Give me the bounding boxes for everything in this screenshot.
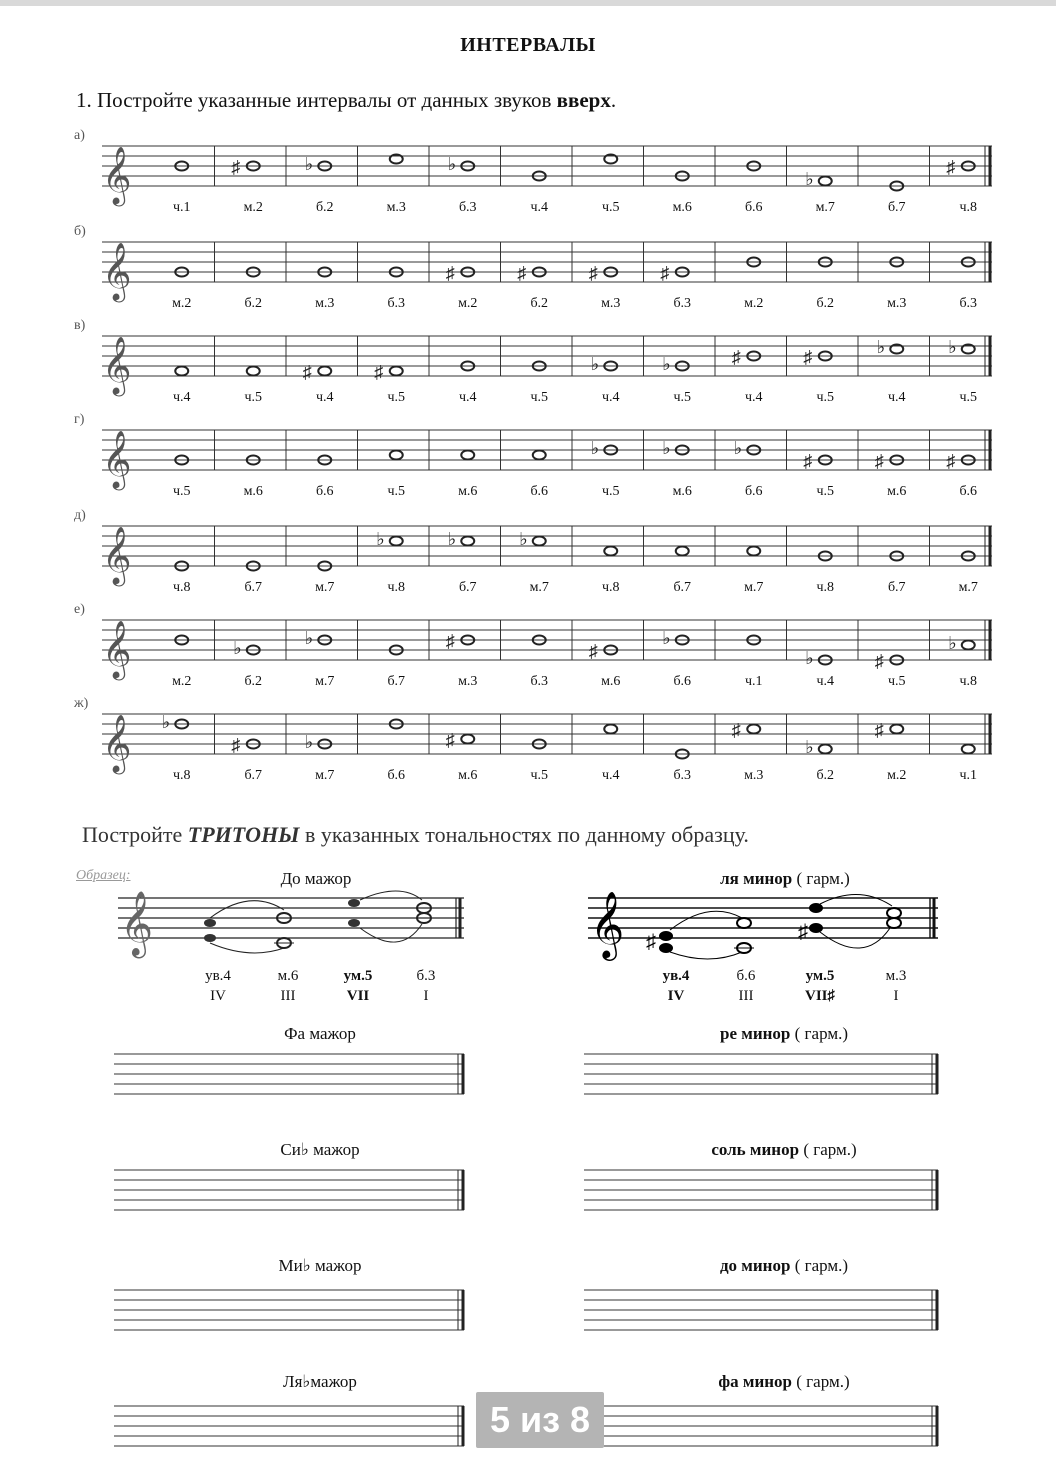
row-label: в) (74, 318, 86, 333)
interval-label: м.3 (601, 296, 621, 311)
note-head (461, 537, 474, 546)
interval-label: ч.4 (530, 200, 549, 215)
note-head (533, 537, 546, 546)
sharp-icon: ♯ (231, 157, 241, 177)
note-head (747, 547, 760, 556)
interval-label: ч.8 (959, 200, 978, 215)
sharp-icon: ♯ (588, 263, 598, 283)
interval-label: м.6 (458, 484, 478, 499)
note-head (604, 725, 617, 734)
interval-label: м.6 (672, 484, 692, 499)
example-degree-label: III (738, 988, 754, 1004)
empty-staff[interactable] (114, 1288, 468, 1338)
interval-label: м.6 (243, 484, 263, 499)
interval-label: м.7 (315, 580, 335, 595)
interval-label: ч.4 (887, 390, 906, 405)
interval-label: б.3 (673, 768, 692, 783)
interval-label: ч.5 (387, 484, 406, 499)
interval-label: ч.4 (172, 390, 191, 405)
interval-label: б.7 (387, 674, 406, 689)
flat-icon: ♭ (447, 154, 457, 174)
empty-staff[interactable] (584, 1404, 942, 1454)
interval-label: б.7 (887, 200, 906, 215)
example-degree-label: IV (210, 988, 226, 1004)
sharp-icon: ♯ (874, 720, 884, 740)
note-head (247, 367, 260, 376)
treble-clef-icon: 𝄞 (102, 242, 132, 300)
interval-label: ч.5 (959, 390, 978, 405)
note-head (676, 547, 689, 556)
flat-icon: ♭ (304, 154, 314, 174)
treble-clef-icon: 𝄞 (590, 890, 625, 958)
empty-staff[interactable] (584, 1288, 942, 1338)
interval-label: ч.5 (673, 390, 692, 405)
interval-label: м.2 (887, 768, 907, 783)
interval-label: ч.5 (601, 200, 620, 215)
interval-label: ч.5 (816, 484, 835, 499)
interval-label: ч.4 (816, 674, 835, 689)
flat-icon: ♭ (876, 337, 886, 357)
treble-clef-icon: 𝄞 (102, 620, 132, 678)
interval-label: б.2 (816, 296, 835, 311)
note-head (461, 735, 474, 744)
note-head (604, 547, 617, 556)
interval-label: б.6 (744, 484, 763, 499)
key-title-right: фа минор ( гарм.) (718, 1372, 850, 1391)
key-title-right: ре минор ( гарм.) (720, 1024, 848, 1043)
flat-icon: ♭ (805, 737, 814, 757)
interval-label: ч.4 (744, 390, 763, 405)
interval-label: б.6 (387, 768, 406, 783)
flat-icon: ♭ (590, 438, 600, 458)
interval-label: ч.4 (458, 390, 477, 405)
sharp-icon: ♯ (946, 157, 956, 177)
interval-label: м.3 (315, 296, 335, 311)
flat-icon: ♭ (805, 648, 814, 668)
flat-icon: ♭ (948, 633, 957, 653)
treble-clef-icon: 𝄞 (102, 336, 132, 394)
interval-label: б.6 (673, 674, 692, 689)
flat-icon: ♭ (948, 337, 957, 357)
interval-label: м.2 (172, 296, 192, 311)
interval-label: м.6 (887, 484, 907, 499)
example-interval-label: м.6 (277, 968, 299, 984)
note-head (390, 367, 403, 376)
interval-label: ч.4 (601, 768, 620, 783)
example-interval-label: ум.5 (343, 968, 373, 984)
sharp-icon: ♯ (803, 347, 813, 367)
row-label: д) (74, 508, 86, 523)
interval-label: ч.5 (887, 674, 906, 689)
treble-clef-icon: 𝄞 (120, 891, 154, 956)
key-title-left: Ля♭мажор (283, 1372, 357, 1391)
example-minor-staff (584, 888, 944, 968)
treble-clef-icon: 𝄞 (102, 714, 132, 772)
treble-clef-icon: 𝄞 (102, 146, 132, 204)
interval-label: б.3 (387, 296, 406, 311)
row-label: г) (74, 412, 85, 427)
sharp-icon: ♯ (874, 451, 884, 471)
flat-icon: ♭ (304, 732, 314, 752)
key-title-left: Фа мажор (284, 1024, 356, 1043)
sharp-icon: ♯ (731, 720, 741, 740)
interval-label: ч.8 (172, 768, 191, 783)
sharp-icon: ♯ (445, 263, 455, 283)
flat-icon: ♭ (662, 354, 671, 374)
sharp-icon: ♯ (445, 730, 455, 750)
note-head (962, 745, 975, 754)
example-degree-label: I (893, 988, 899, 1004)
key-title-left: Си♭ мажор (280, 1140, 360, 1159)
interval-label: ч.8 (816, 580, 835, 595)
example-interval-label: ум.5 (805, 968, 835, 984)
interval-label: м.7 (958, 580, 978, 595)
note-head (318, 367, 331, 376)
empty-staff[interactable] (584, 1168, 942, 1218)
sharp-icon: ♯ (231, 735, 241, 755)
interval-label: б.6 (315, 484, 334, 499)
interval-label: ч.5 (816, 390, 835, 405)
interval-label: м.6 (601, 674, 621, 689)
example-degree-label: III (280, 988, 296, 1004)
example-degree-label: IV (667, 988, 685, 1004)
interval-label: ч.5 (387, 390, 406, 405)
note-head (819, 177, 832, 186)
interval-label: м.7 (315, 674, 335, 689)
flat-icon: ♭ (304, 628, 314, 648)
interval-label: ч.4 (601, 390, 620, 405)
interval-label: ч.5 (244, 390, 263, 405)
interval-label: б.3 (458, 200, 477, 215)
interval-label: ч.8 (959, 674, 978, 689)
note-head (390, 537, 403, 546)
treble-clef-icon: 𝄞 (102, 430, 132, 488)
note-head (747, 725, 760, 734)
sharp-icon: ♯ (517, 263, 527, 283)
sharp-icon: ♯ (302, 362, 312, 382)
example-major-staff (110, 888, 470, 968)
flat-icon: ♭ (662, 438, 671, 458)
interval-label: б.6 (959, 484, 978, 499)
example-degree-label: VII♯ (804, 988, 835, 1004)
example-interval-label: ув.4 (662, 968, 690, 984)
treble-clef-icon: 𝄞 (102, 526, 132, 584)
interval-label: б.7 (244, 580, 263, 595)
interval-label: б.2 (816, 768, 835, 783)
flat-icon: ♭ (233, 638, 242, 658)
interval-label: ч.5 (530, 768, 549, 783)
row-label: б) (74, 224, 86, 239)
interval-label: б.2 (315, 200, 334, 215)
interval-label: ч.4 (315, 390, 334, 405)
key-title-left: Ми♭ мажор (278, 1256, 362, 1275)
example-degree-label: VII (346, 988, 370, 1004)
task-1-heading: 1. Постройте указанные интервалы от данных звуков вверх. (76, 88, 617, 112)
sharp-icon: ♯ (445, 631, 455, 651)
sharp-icon: ♯ (660, 263, 670, 283)
flat-icon: ♭ (376, 529, 385, 549)
row-label: е) (74, 602, 85, 617)
interval-label: б.2 (244, 674, 263, 689)
example-label: Образец: (76, 868, 131, 883)
interval-label: м.7 (815, 200, 835, 215)
interval-label: ч.8 (601, 580, 620, 595)
note-head (175, 367, 188, 376)
interval-label: м.3 (744, 768, 764, 783)
interval-label: б.2 (530, 296, 549, 311)
task-2-heading: Постройте ТРИТОНЫ в указанных тональностях по данному образцу. (82, 822, 749, 847)
interval-label: б.6 (530, 484, 549, 499)
svg-text:♯: ♯ (798, 921, 808, 943)
interval-label: м.2 (744, 296, 764, 311)
interval-label: б.2 (244, 296, 263, 311)
sharp-icon: ♯ (588, 641, 598, 661)
interval-label: м.3 (458, 674, 478, 689)
note-head (533, 451, 546, 460)
interval-label: б.7 (673, 580, 692, 595)
example-degree-label: I (423, 988, 429, 1004)
empty-staff[interactable] (114, 1404, 468, 1454)
interval-label: м.3 (386, 200, 406, 215)
interval-label: м.2 (243, 200, 263, 215)
interval-label: б.3 (530, 674, 549, 689)
flat-icon: ♭ (662, 628, 671, 648)
flat-icon: ♭ (519, 529, 528, 549)
interval-label: ч.1 (172, 200, 191, 215)
svg-text:♯: ♯ (646, 931, 656, 953)
page-indicator: 5 из 8 (476, 1392, 604, 1448)
interval-label: м.7 (315, 768, 335, 783)
example-minor-title: ля минор ( гарм.) (720, 869, 850, 888)
flat-icon: ♭ (590, 354, 600, 374)
note-head (890, 725, 903, 734)
flat-icon: ♭ (161, 712, 171, 732)
sharp-icon: ♯ (374, 362, 384, 382)
interval-label: м.7 (744, 580, 764, 595)
row-label: а) (74, 128, 85, 143)
flat-icon: ♭ (805, 169, 814, 189)
example-interval-label: б.3 (416, 968, 436, 984)
interval-label: б.7 (244, 768, 263, 783)
row-label: ж) (74, 696, 89, 711)
example-interval-label: м.3 (885, 968, 907, 984)
note-head (819, 745, 832, 754)
flat-icon: ♭ (733, 438, 743, 458)
note-head (962, 641, 975, 650)
example-major-title: До мажор (280, 869, 352, 888)
empty-staff[interactable] (114, 1052, 468, 1102)
interval-label: м.2 (458, 296, 478, 311)
flat-icon: ♭ (447, 529, 457, 549)
example-interval-label: б.6 (736, 968, 756, 984)
viewer-top-bar (0, 0, 1056, 6)
sharp-icon: ♯ (946, 451, 956, 471)
interval-label: ч.5 (172, 484, 191, 499)
interval-label: б.6 (744, 200, 763, 215)
interval-label: б.7 (887, 580, 906, 595)
interval-label: ч.5 (530, 390, 549, 405)
note-head (461, 451, 474, 460)
interval-label: ч.1 (959, 768, 978, 783)
empty-staff[interactable] (114, 1168, 468, 1218)
interval-label: б.3 (673, 296, 692, 311)
empty-staff[interactable] (584, 1052, 942, 1102)
interval-label: б.3 (959, 296, 978, 311)
interval-label: м.3 (887, 296, 907, 311)
example-interval-label: ув.4 (205, 968, 231, 984)
interval-label: м.7 (529, 580, 549, 595)
key-title-right: соль минор ( гарм.) (711, 1140, 857, 1159)
sharp-icon: ♯ (874, 651, 884, 671)
sharp-icon: ♯ (731, 347, 741, 367)
sharp-icon: ♯ (803, 451, 813, 471)
note-head (390, 451, 403, 460)
interval-label: ч.1 (744, 674, 763, 689)
interval-label: м.2 (172, 674, 192, 689)
interval-label: ч.5 (601, 484, 620, 499)
interval-label: б.7 (458, 580, 477, 595)
interval-label: м.6 (672, 200, 692, 215)
interval-label: ч.8 (387, 580, 406, 595)
interval-label: ч.8 (172, 580, 191, 595)
key-title-right: до минор ( гарм.) (719, 1256, 849, 1275)
page-title: ИНТЕРВАЛЫ (460, 34, 596, 56)
interval-label: м.6 (458, 768, 478, 783)
